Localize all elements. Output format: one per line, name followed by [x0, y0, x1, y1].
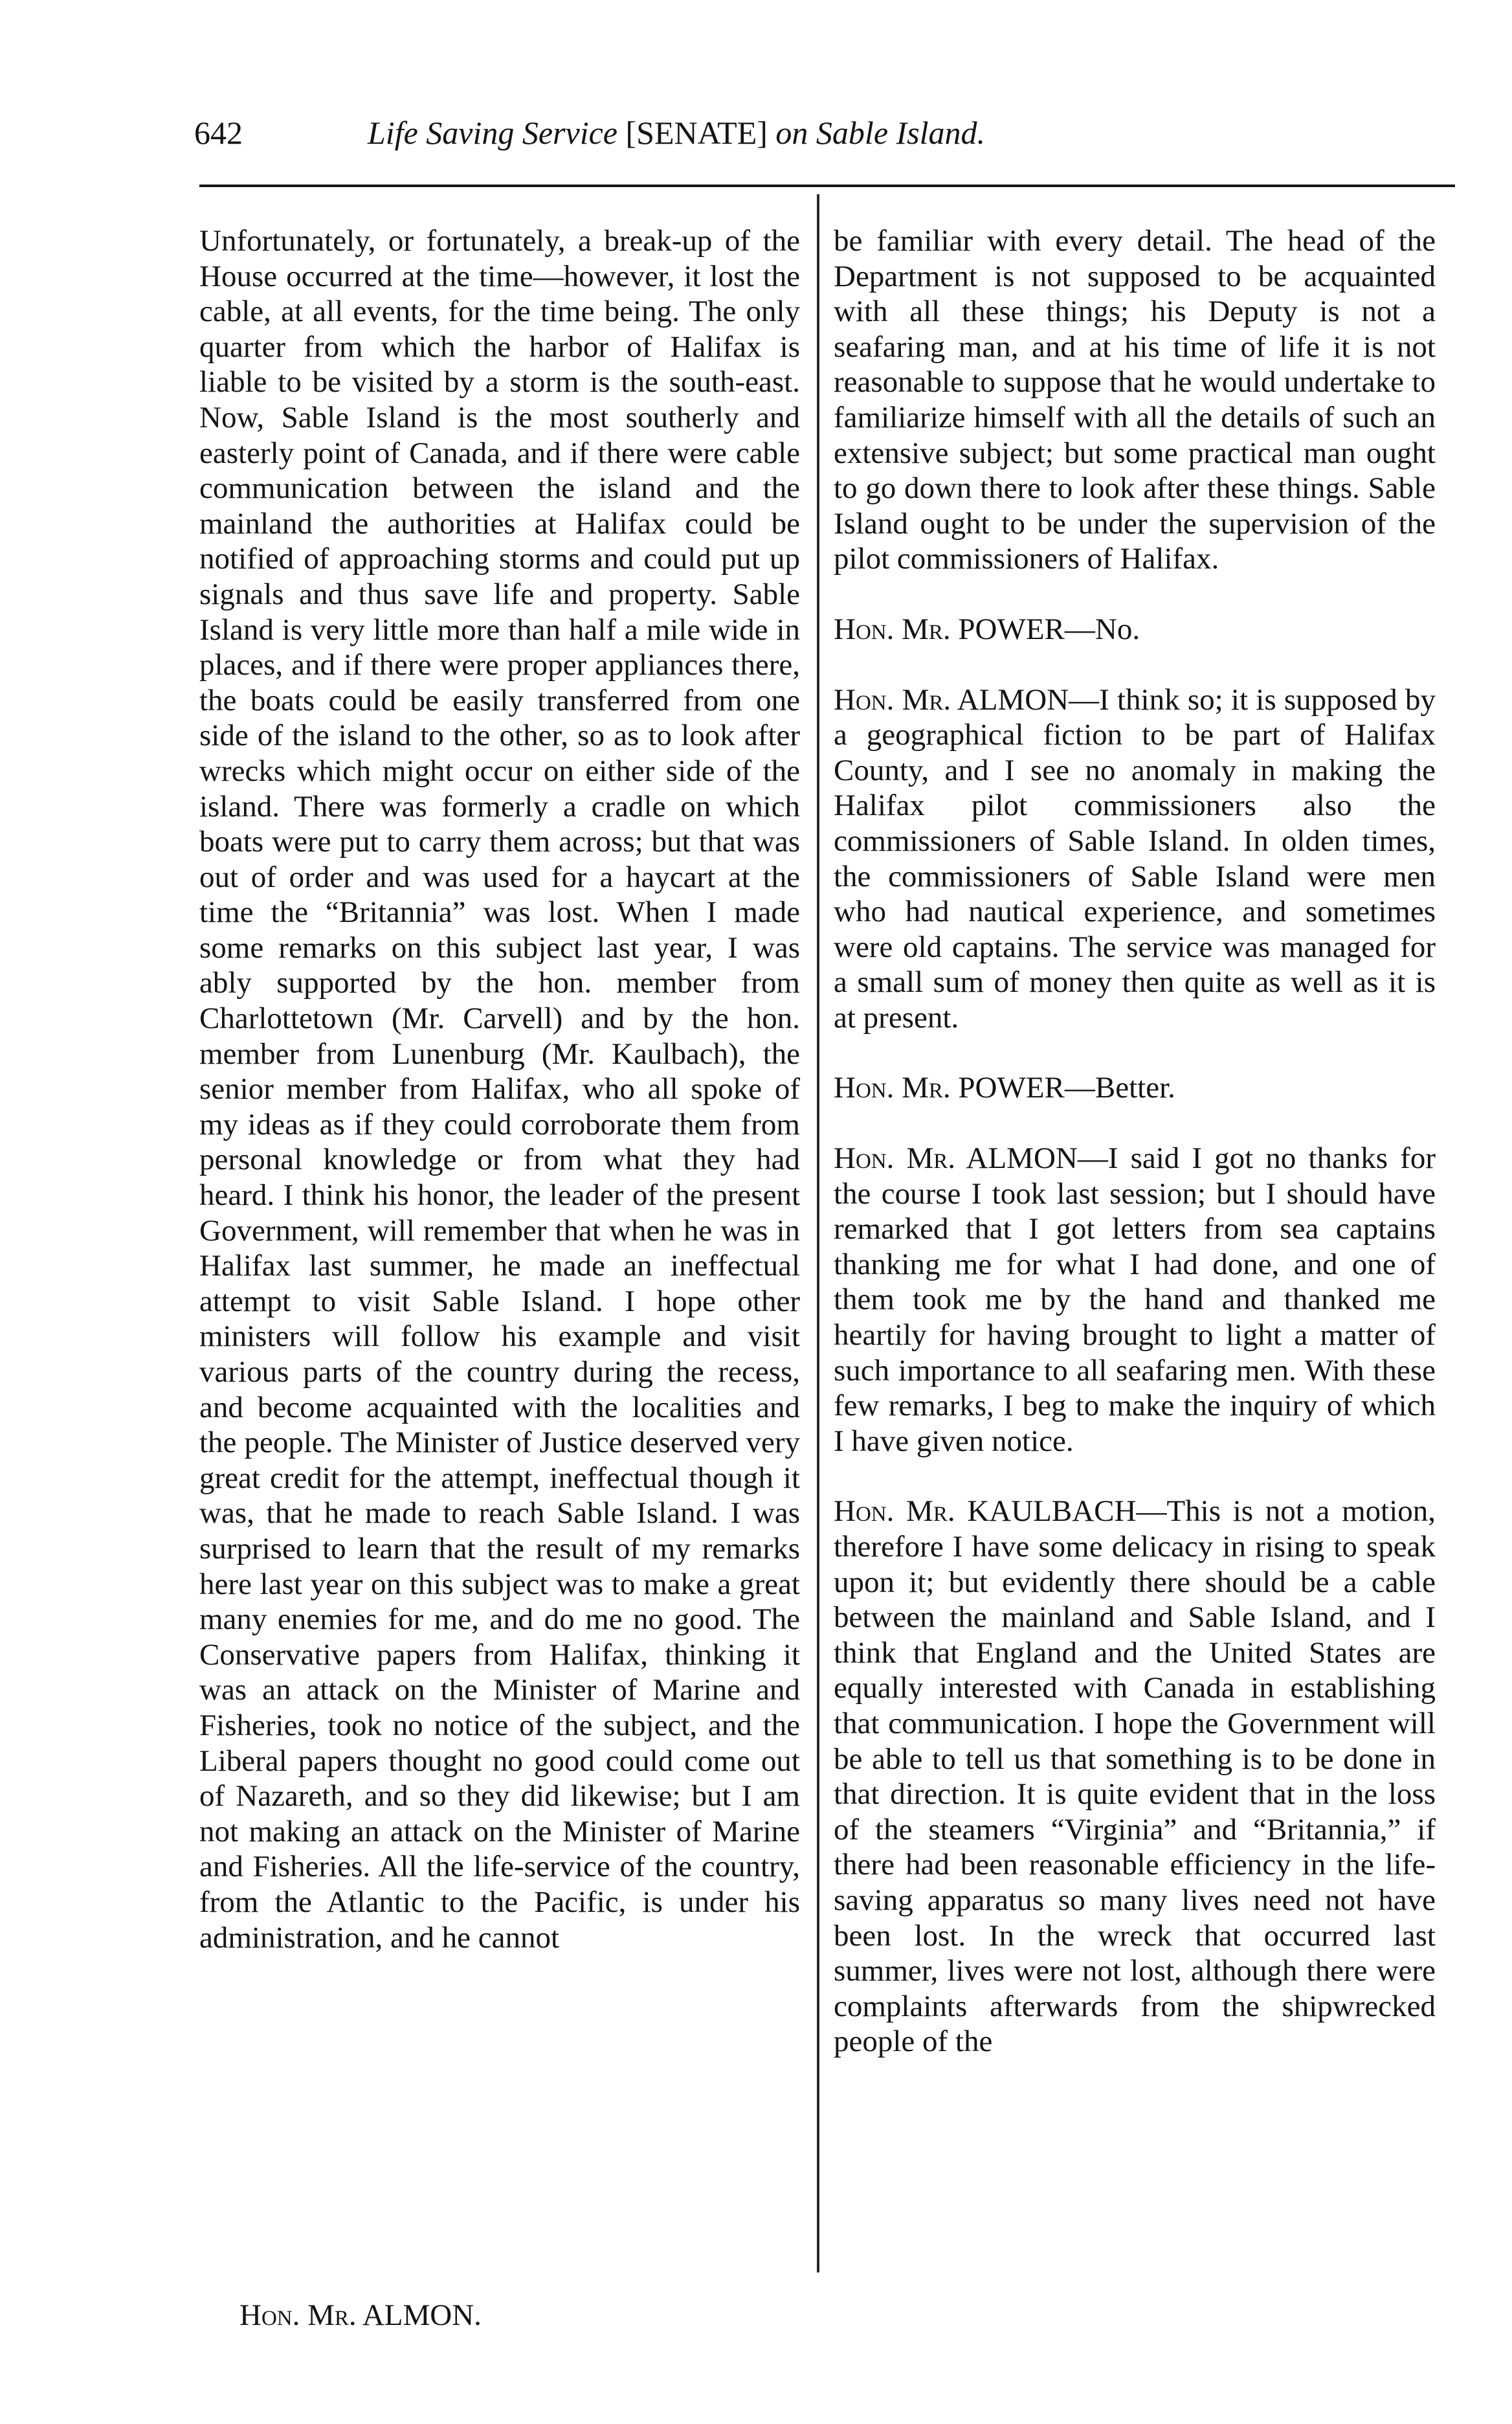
- right-column-continuation: be familiar with every detail. The head of the Department is not supposed to be acquainted with all these things; his Deputy is not a seafaring man, and at his time of life it is not reasonable to suppose that he would undertake to familiarize himself with all the details of such an extensive subject; but some practical man ought to go down there to look after these things. Sable Island ought to be under the supervision of the pilot commissioners of Halifax.: [834, 224, 1436, 576]
- speech-almon-2: [834, 1141, 1436, 1459]
- speaker-name: Hon. Mr. POWER: [834, 612, 1065, 646]
- speech-power-1: [834, 612, 1436, 647]
- right-column: [834, 223, 1436, 2059]
- running-title-right: on Sable Island.: [775, 115, 986, 151]
- page-number: 642: [194, 115, 243, 151]
- column-divider: [817, 194, 819, 2272]
- speech-text: —I said I got no thanks for the course I took last session; but I should have remarked that I got letters from sea captains thanking me for what I had done, and one of them took me by the hand and thanked me heartily for having brought to light a matter of such importance to all seafaring men. With these few remarks, I beg to make the inquiry of which I have given notice.: [834, 1141, 1436, 1458]
- header-rule: [199, 185, 1455, 187]
- left-column: [199, 223, 800, 1955]
- speech-text: —Better.: [1064, 1071, 1175, 1105]
- speech-text: —No.: [1064, 612, 1140, 646]
- footer-catchword: Hon. Mr. ALMON.: [239, 2298, 482, 2332]
- left-column-paragraph: Unfortunately, or fortunately, a break-up of the House occurred at the time—however, it lost the cable, at all events, for the time being. The only quarter from which the harbor of Halifax is liable to be visited by a storm is the south-east. Now, Sable Island is the most southerly and easterly point of Canada, and if there were cable communication between the island and the mainland the authorities at Halifax could be notified of approaching storms and could put up signals and thus save life and property. Sable Island is very little more than half a mile wide in places, and if there were proper appliances there, the boats could be easily transferred from one side of the island to the other, so as to look after wrecks which might occur on either side of the island. There was formerly a cradle on which boats were put to carry them across; but that was out of order and was used for a haycart at the time the “Britannia” was lost. When I made some remarks on this subject last year, I was ably supported by the hon. member from Charlottetown (Mr. Carvell) and by the hon. member from Lunenburg (Mr. Kaulbach), the senior member from Halifax, who all spoke of my ideas as if they could corroborate them from personal knowledge or from what they had heard. I think his honor, the leader of the present Government, will remember that when he was in Halifax last summer, he made an ineffectual attempt to visit Sable Island. I hope other ministers will follow his example and visit various parts of the country during the recess, and become acquainted with the localities and the people. The Minister of Justice deserved very great credit for the attempt, ineffectual though it was, that he made to reach Sable Island. I was surprised to learn that the result of my remarks here last year on this subject was to make a great many enemies for me, and do me no good. The Conservative papers from Halifax, thinking it was an attack on the Minister of Marine and Fisheries, took no notice of the subject, and the Liberal papers thought no good could come out of Nazareth, and so they did likewise; but I am not making an attack on the Minister of Marine and Fisheries. All the life-service of the country, from the Atlantic to the Pacific, is under his administration, and he cannot: [199, 224, 800, 1955]
- running-head: [194, 110, 1456, 155]
- speech-almon-1: [834, 682, 1436, 1036]
- speaker-name: Hon. Mr. POWER: [834, 1071, 1065, 1105]
- running-title: [368, 110, 985, 155]
- speech-text: —I think so; it is supposed by a geographical fiction to be part of Halifax County, and I see no anomaly in making the Halifax pilot commissioners also the commissioners of Sable Island. In olden times, the commissioners of Sable Island were men who had nautical experience, and sometimes were old captains. The service was managed for a small sum of money then quite as well as it is at present.: [834, 682, 1436, 1035]
- speech-text: —This is not a motion, therefore I have some delicacy in rising to speak upon it; but evidently there should be a cable between the mainland and Sable Island, and I think that England and the United States are equally interested with Canada in establishing that communication. I hope the Government will be able to tell us that something is to be done in that direction. It is quite evident that in the loss of the steamers “Virginia” and “Britannia,” if there had been reasonable efficiency in the life-saving apparatus so many lives need not have been lost. In the wreck that occurred last summer, lives were not lost, although there were complaints afterwards from the shipwrecked people of the: [834, 1494, 1436, 2059]
- speaker-name: Hon. Mr. KAULBACH: [834, 1494, 1137, 1529]
- speaker-name: Hon. Mr. ALMON: [834, 682, 1069, 717]
- running-title-left: Life Saving Service: [368, 115, 617, 151]
- speaker-name: Hon. Mr. ALMON: [834, 1141, 1078, 1176]
- speech-kaulbach: [834, 1494, 1436, 2059]
- running-title-chamber: [SENATE]: [625, 115, 768, 151]
- speech-power-2: [834, 1070, 1436, 1106]
